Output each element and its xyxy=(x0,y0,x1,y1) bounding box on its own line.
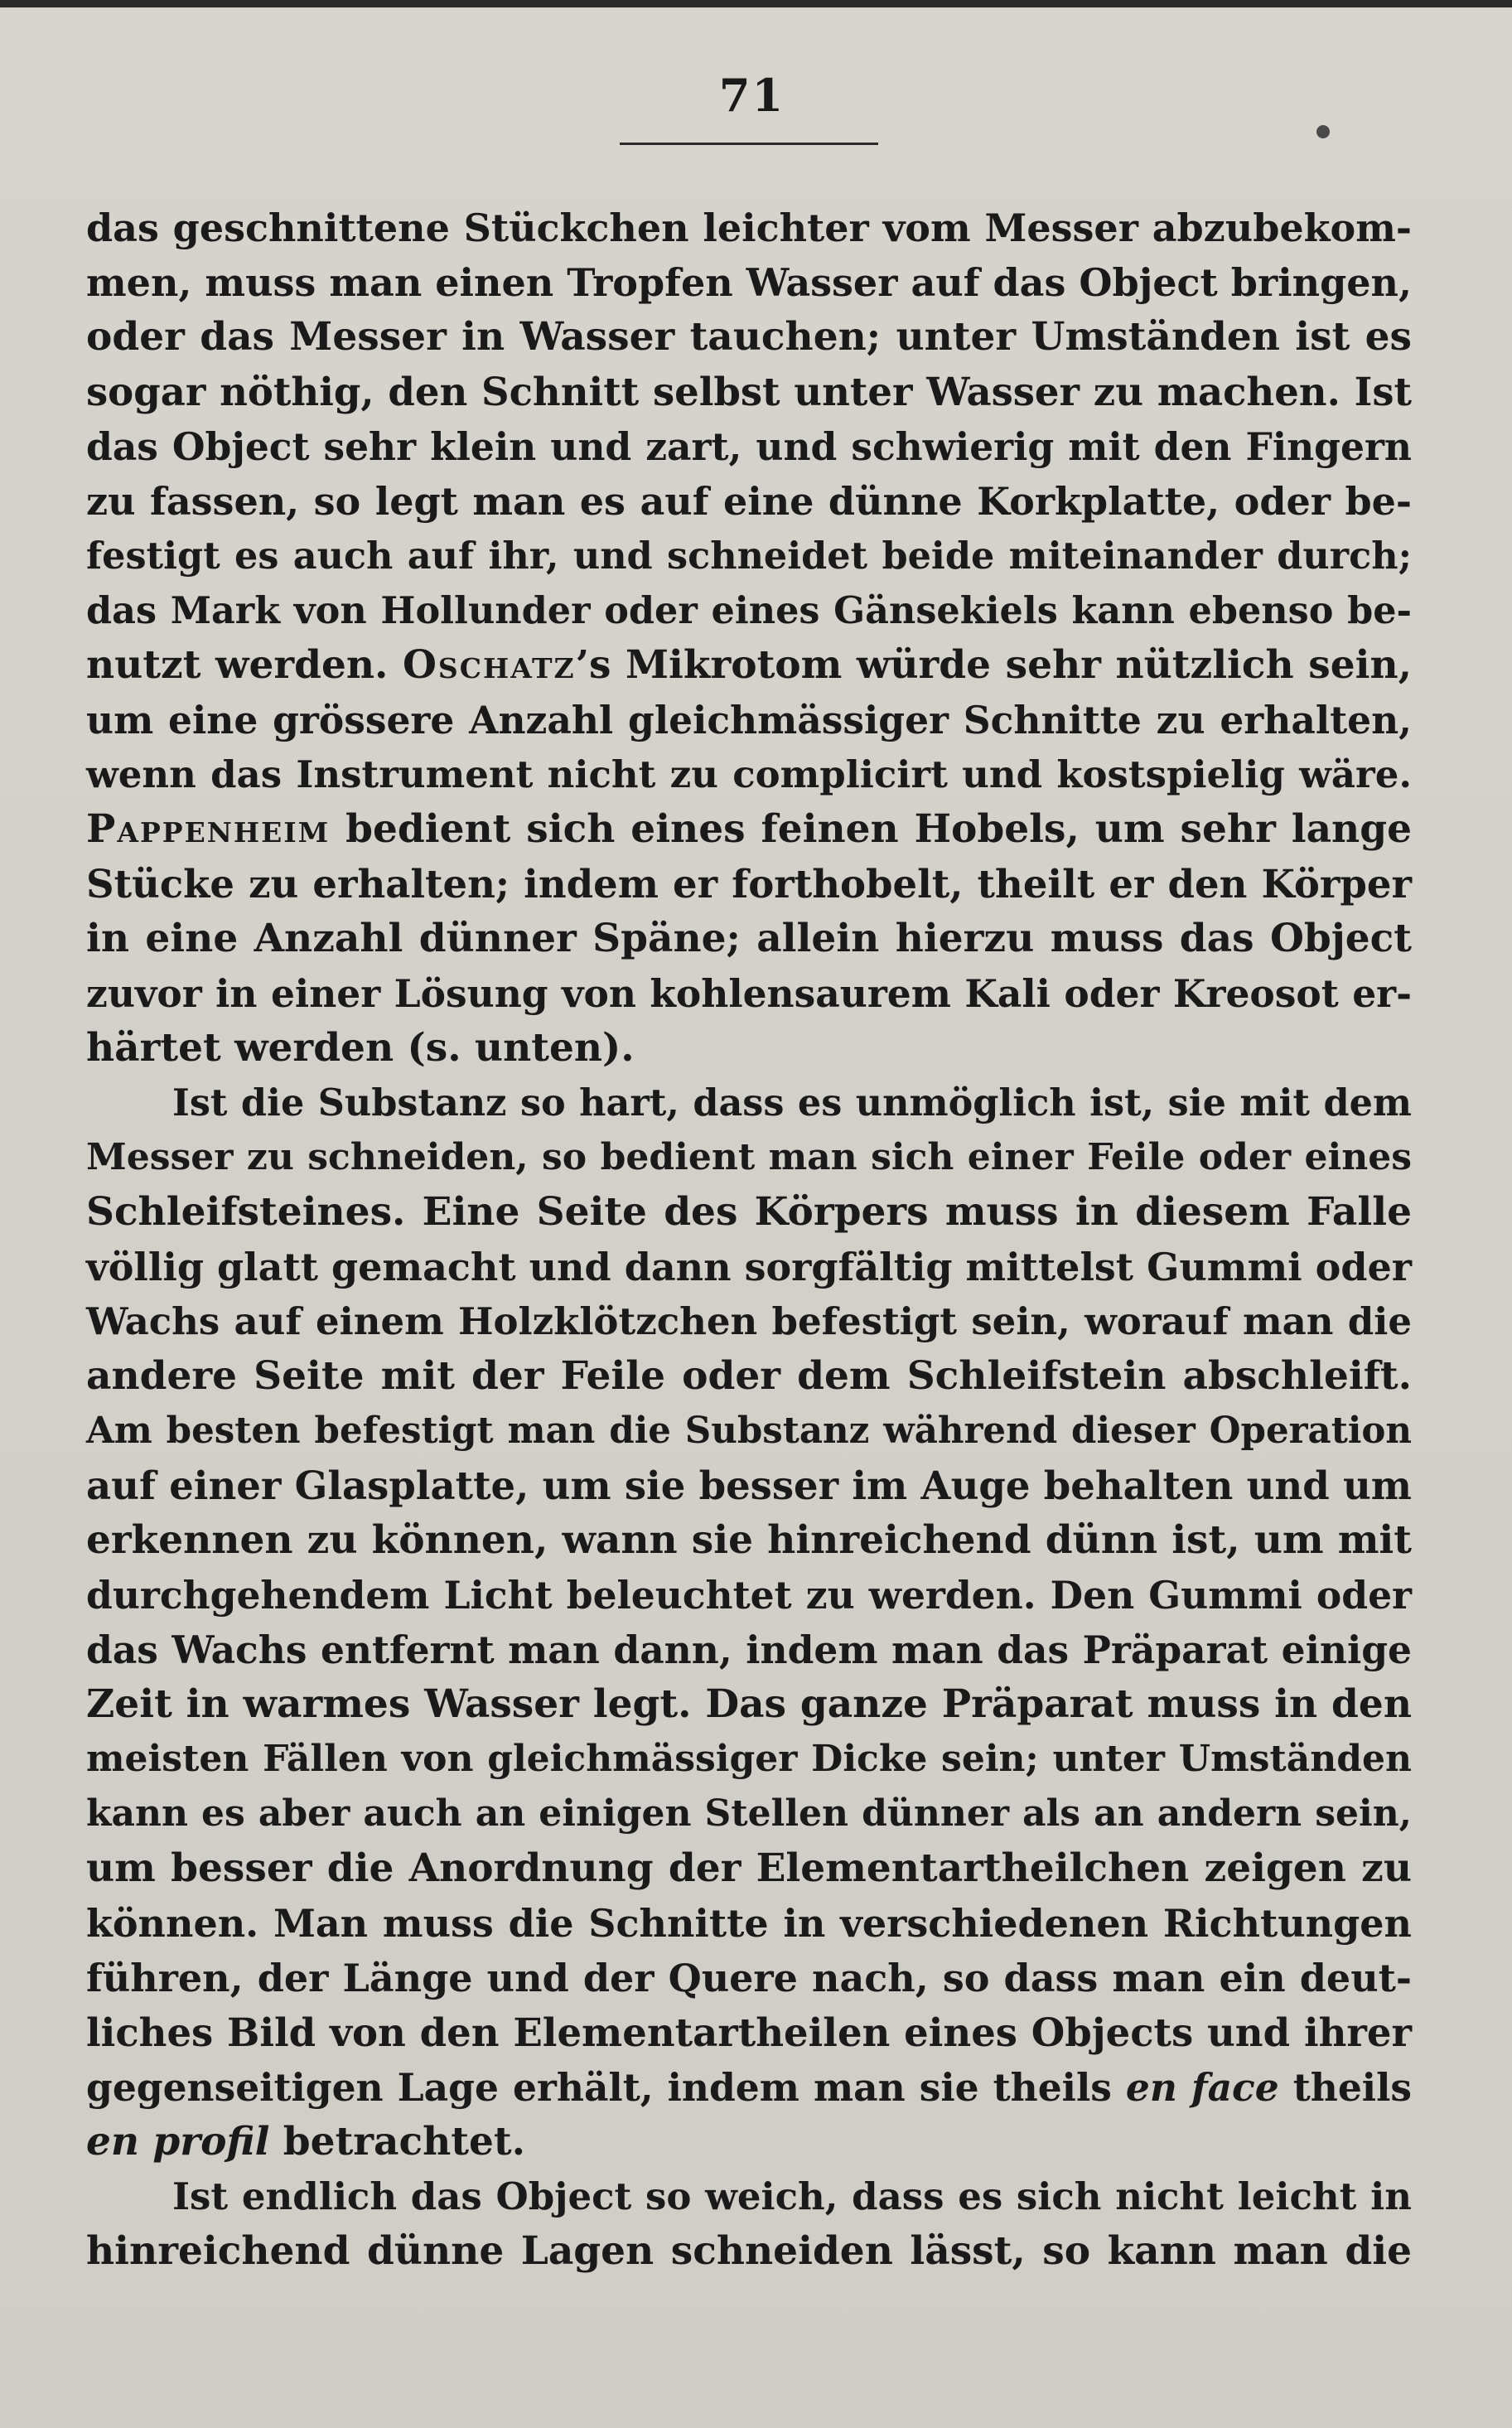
line-text: in eine Anzahl dünner Späne; allein hierzu muss das Object xyxy=(86,916,1412,961)
line-text: Messer zu schneiden, so bedient man sich einer Feile oder eines xyxy=(86,1136,1412,1178)
text-line xyxy=(86,529,1412,583)
italic-phrase: en face xyxy=(1125,2065,1279,2110)
text-line xyxy=(86,1841,1412,1896)
line-text: nutzt werden. xyxy=(86,642,403,688)
author-name: Oschatz xyxy=(402,642,576,688)
line-text: Ist endlich das Object so weich, dass es sich nicht leicht in xyxy=(172,2174,1412,2218)
line-text: können. Man muss die Schnitte in verschiedenen Richtungen xyxy=(86,1901,1412,1946)
text-line xyxy=(86,1951,1412,2005)
line-text: härtet werden (s. unten). xyxy=(86,1025,635,1071)
ink-speck xyxy=(1316,125,1330,138)
line-text: ’s Mikrotom würde sehr nützlich sein, xyxy=(575,642,1413,688)
line-text: zuvor in einer Lösung von kohlensaurem Kali oder Kreosot er- xyxy=(86,971,1412,1016)
text-line xyxy=(86,310,1412,365)
text-line xyxy=(86,1349,1412,1404)
italic-phrase: en profil xyxy=(86,2119,270,2164)
text-line xyxy=(86,912,1412,966)
line-text: gegenseitigen Lage erhält, indem man sie theils xyxy=(86,2065,1126,2110)
line-text: festigt es auch auf ihr, und schneidet beide miteinander durch; xyxy=(86,534,1412,578)
line-text: das Mark von Hollunder oder eines Gänsekiels kann ebenso be- xyxy=(86,589,1412,632)
line-text: Zeit in warmes Wasser legt. Das ganze Präparat muss in den xyxy=(86,1681,1412,1727)
line-text: um eine grössere Anzahl gleichmässiger Schnitte zu erhalten, xyxy=(86,698,1412,742)
text-line xyxy=(86,2224,1412,2279)
text-line xyxy=(86,1568,1412,1623)
text-line xyxy=(86,1677,1412,1732)
line-text: liches Bild von den Elementartheilen eines Objects und ihrer xyxy=(86,2010,1412,2055)
scan-top-edge xyxy=(0,0,1512,7)
text-line xyxy=(86,365,1412,419)
line-text: men, muss man einen Tropfen Wasser auf das Object bringen, xyxy=(86,260,1413,305)
text-line xyxy=(86,638,1412,693)
line-text: andere Seite mit der Feile oder dem Schleifstein abschleift. xyxy=(86,1353,1412,1399)
text-line xyxy=(86,802,1412,857)
text-line xyxy=(86,1458,1412,1513)
line-text: Am besten befestigt man die Substanz während dieser Operation xyxy=(86,1410,1412,1452)
text-line xyxy=(86,2005,1412,2060)
line-text: Ist die Substanz so hart, dass es unmöglich ist, sie mit dem xyxy=(172,1081,1412,1125)
text-line xyxy=(86,201,1412,255)
text-line xyxy=(86,419,1412,474)
text-line xyxy=(86,583,1412,638)
text-line xyxy=(86,693,1412,747)
line-text: meisten Fällen von gleichmässiger Dicke sein; unter Umständen xyxy=(86,1738,1412,1780)
page-number: 71 xyxy=(718,69,785,122)
line-text: hinreichend dünne Lagen schneiden lässt, so kann man die xyxy=(86,2228,1412,2274)
text-line xyxy=(86,1294,1412,1349)
text-line xyxy=(86,1732,1412,1787)
text-line xyxy=(86,1240,1412,1294)
line-text: das Wachs entfernt man dann, indem man das Präparat einige xyxy=(86,1628,1412,1672)
text-line xyxy=(86,1185,1412,1240)
text-line xyxy=(86,2169,1412,2224)
text-line xyxy=(86,1021,1412,1076)
line-text: zu fassen, so legt man es auf eine dünne Korkplatte, oder be- xyxy=(86,479,1412,524)
text-line xyxy=(86,1787,1412,1841)
line-text: auf einer Glasplatte, um sie besser im Auge behalten und um xyxy=(86,1463,1412,1508)
line-text: wenn das Instrument nicht zu complicirt und kostspielig wäre. xyxy=(86,752,1412,796)
author-name: Pappenheim xyxy=(86,806,331,852)
line-text: das geschnittene Stückchen leichter vom Messer abzubekom- xyxy=(86,206,1412,250)
text-line xyxy=(86,1076,1412,1130)
text-line xyxy=(86,1404,1412,1458)
line-text: erkennen zu können, wann sie hinreichend dünn ist, um mit xyxy=(86,1517,1412,1563)
line-text: das Object sehr klein und zart, und schwierig mit den Fingern xyxy=(86,424,1412,469)
line-text: Schleifsteines. Eine Seite des Körpers muss in diesem Falle xyxy=(86,1189,1412,1235)
text-line xyxy=(86,2060,1412,2115)
line-text: Stücke zu erhalten; indem er forthobelt, theilt er den Körper xyxy=(86,861,1412,907)
text-line xyxy=(86,1513,1412,1568)
text-line xyxy=(86,966,1412,1021)
line-text: bedient sich eines feinen Hobels, um sehr lange xyxy=(330,806,1412,852)
text-line xyxy=(86,1623,1412,1677)
text-line xyxy=(86,1130,1412,1185)
line-text: durchgehendem Licht beleuchtet zu werden. Den Gummi oder xyxy=(86,1573,1412,1618)
text-line xyxy=(86,474,1412,529)
book-page xyxy=(0,7,1512,2428)
text-line xyxy=(86,255,1412,310)
line-text: völlig glatt gemacht und dann sorgfältig mittelst Gummi oder xyxy=(86,1245,1412,1289)
line-text: Wachs auf einem Holzklötzchen befestigt sein, worauf man die xyxy=(86,1299,1412,1343)
line-text: führen, der Länge und der Quere nach, so dass man ein deut- xyxy=(86,1956,1412,2000)
text-line xyxy=(86,2115,1412,2169)
body-text xyxy=(86,201,1412,2279)
text-line xyxy=(86,747,1412,802)
line-text: betrachtet. xyxy=(269,2119,525,2164)
line-text: theils xyxy=(1278,2065,1412,2110)
line-text: um besser die Anordnung der Elementartheilchen zeigen zu xyxy=(86,1845,1412,1891)
text-line xyxy=(86,857,1412,912)
text-line xyxy=(86,1896,1412,1951)
line-text: kann es aber auch an einigen Stellen dünner als an andern sein, xyxy=(86,1792,1412,1835)
line-text: oder das Messer in Wasser tauchen; unter Umständen ist es xyxy=(86,314,1412,360)
line-text: sogar nöthig, den Schnitt selbst unter Wasser zu machen. Ist xyxy=(86,369,1412,414)
page-number-rule xyxy=(620,143,878,145)
